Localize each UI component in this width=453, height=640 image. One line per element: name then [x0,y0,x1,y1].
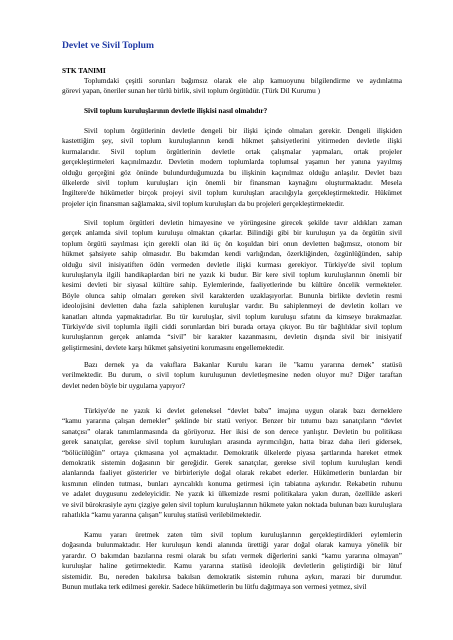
text-line: kuruluşlarının gerçek anlamda “sivil” bir karakter kazanmasını, devletin dışında sivil bir inisiyatif [62,332,402,342]
para-5 [62,530,402,592]
text-line: alanlarında faaliyet gösterirler ve birbirleriyle doğal olarak rekabet ederler. Hükümetlerin bunlardan bir [62,468,402,478]
text-line: devlet neden böyle bir uygulama yapıyor? [62,380,185,390]
text-line: yarardır. O bakımdan bazılarına resmi olarak bu sıfatı vermek diğerlerini sanki “kamu yararına olmayan” [62,550,402,560]
text-line: sistemidir. Bu, nereden bakılırsa bakılsın demokratik sistemin ruhuna aykırı, marazi bir durumdur. [62,571,402,581]
text-line: kastettiğim şey, sivil toplum kuruluşlarının kendi hükmet şahsiyetlerini yitirmeden devletle ilişki [62,136,402,146]
text-line: gerek sanatçılar, gerekse sivil toplum kuruluşları arasında ayrımcılığın, hatta biraz daha ileri gidersek, [62,437,402,447]
text-line: Türkiye'de ne yazık ki devlet geleneksel “devlet baba” imajına uygun olarak bazı derneklere [84,406,402,415]
text-line: kuruluşlar haline getirmektedir. Kamu yararına statüsü ideolojik devletlerin geliştirdiği bir lütuf [62,561,402,571]
text-line: İngiltere'de hükümetler birçok projeyi sivil toplum kuruluşları aracılığıyla gerçekleştirmektedir. Hükümet [62,188,402,198]
para-4 [62,406,402,520]
para-1 [62,126,402,209]
text-line: demokratik sistemin doğasının bir gereğidir. Gerek sanatçılar, gerekse sivil toplum kuruluşları kendi [62,457,402,467]
text-line: Bunun mutlaka terk edilmesi gerekir. Sadece hükümetlerin bu lütfu dağıtmaya son vermesi yetmez, sivil [62,581,367,591]
text-line: olduğu gerçeğini göz önünde bulundurduğumuzda bu ilişkinin kaçınılmaz olduğu anlaşılır. Devlet bazı [62,167,402,177]
para-2 [62,218,402,353]
text-line: “kamu yararına çalışan dernekler” şeklinde bir statü veriyor. Benzer bir tutumu bazı sanatçıların “devlet [62,416,402,426]
text-line: “bölücülüğün” ortaya çıkmasına yol açmaktadır. Demokratik ülkelerde piyasa şartlarında hareket etmek [62,447,402,457]
text-line: Türkiye'de sivil toplumla ilgili ciddi sorunlardan biri burada ortaya çıkıyor. Bu tür bağlılıklar sivil toplum [62,321,402,331]
text-line: kısmının elinden tutması, bunları ayrıcalıklı konuma getirmesi için tabiatına aykırıdır. Rekabetin ruhunu [62,478,402,488]
text-line: toplum örgütü sayılması için gerekli olan iki üç ön koşuldan biri onun devletten bağımsız, otonom bir [62,238,402,248]
text-line: Sivil toplum örgütleri devletin himayesine ve yörüngesine girecek şekilde tavır aldıkları zaman [84,218,402,227]
definition [62,76,402,97]
text-line: görevi yapan, öneriler sunan her türlü birlik, sivil toplum örgütüdür. (Türk Dil Kurumu ) [62,86,321,96]
text-line: verilmektedir. Bu durum, o sivil toplum kuruluşunun devletleşmesine neden oluyor mu? Diğer taraftan [62,370,402,380]
text-line: Kamu yararı üretmek zaten tüm sivil toplum kuruluşlarının gerçekleştirdikleri eylemlerin [84,530,402,539]
text-line: ve sivil bürokrasiyle aynı çizgiye gelen sivil toplum kuruluşlarının hükmete yakın noktada bulunan bazı kuruluşlara [62,499,402,509]
text-line: Böyle olunca sahip olmaları gereken sivil karakterden uzaklaşıyorlar. Bununla birlikte devletin resmi [62,290,402,300]
text-line: kanatları altında yapmaktadırlar. Bu tür kuruluşlar, sivil toplum kuruluşu sıfatını da kimseye bırakmazlar. [62,311,402,321]
text-line: ülkelerde sivil toplum kuruluşları için önemli bir finansman kaynağını oluşturmaktadır. Mesela [62,177,402,187]
question [62,106,402,116]
para-3 [62,360,402,391]
text-line: kuruluşlarıyla ilgili handikaplardan biri ne yazık ki budur. Bir kere sivil toplum kuruluşlarının önemli bir [62,269,402,279]
text-line: Sivil toplum örgütlerinin devletle dengeli bir ilişki içinde olmaları gerekir. Dengeli ilişkiden [84,126,402,135]
text-line: gerçek anlamda sivil toplum kuruluşu olmaktan çıkarlar. Bilindiği gibi bir kuruluşun ya da örgütün sivil [62,228,402,238]
text-line: ideolojisini devletten daha fazla sahiplenen kuruluşlar vardır. Bu sahiplenmeyi de devletin kolları ve [62,301,402,311]
text-line: Sivil toplum kuruluşlarının devletle ilişkisi nasıl olmalıdır? [84,106,268,115]
text-line: doğasında bulunmaktadır. Her kuruluşun kendi alanında ürettiği yarar doğal olarak kamuya yönelik bir [62,540,402,550]
text-line: rahatlıkla “kamu yararına çalışan” kuruluş statüsü verilebilmektedir. [62,509,262,519]
text-line: sanatçısı” olarak tanımlanmasında da görüyoruz. Her ikisi de son derece yanlıştır. Devletin bu politikası [62,426,402,436]
text-line: hükmet şahsiyete sahip olmasıdır. Bu bakımdan kendi varlığından, özerkliğinden, özgünlüğünden, sahip [62,249,402,259]
text-line: kurmalarıdır. Sivil toplum örgütlerinin devletle ortak çalışmalar yapmaları, ortak projeler [62,146,402,156]
text-line: projeler için finansman sağlamakta, sivil toplum kuruluşları da bu projeleri gerçekleştirmektedir. [62,198,345,208]
stk-heading [62,66,402,76]
text-line: geliştirmesini, devlete karşı hükmet şahsiyetini korumasını engellemektedir. [62,342,285,352]
text-line: STK TANIMI [62,66,106,75]
text-line: Bazı dernek ya da vakıflara Bakanlar Kurulu kararı ile "kamu yararına dernek" statüsü [84,360,402,369]
text-line: gerçekleştirmeleri kaçınılmazdır. Devletin modern toplumlarda toplumsal yaşamın her yanına yayılmış [62,157,402,167]
document-title: Devlet ve Sivil Toplum [62,40,154,51]
text-line: kesimi devleti bir siyasal kültüre sahip. Eylemlerinde, faaliyetlerinde bu kültüre öncelik vermekteler. [62,280,402,290]
text-line: ve adalet duygusunu zedeleyicidir. Ne yazık ki ülkemizde resmi politikalara yakın duran, özellikle askeri [62,489,402,499]
text-line: olduğu sivil inisiyatiften ödün vermeden devletle ilişki kurması gerekiyor. Türkiye'de sivil toplum [62,259,402,269]
text-line: Toplumdaki çeşitli sorunları bağımsız olarak ele alıp kamuoyunu bilgilendirme ve aydınlatma [84,76,402,85]
